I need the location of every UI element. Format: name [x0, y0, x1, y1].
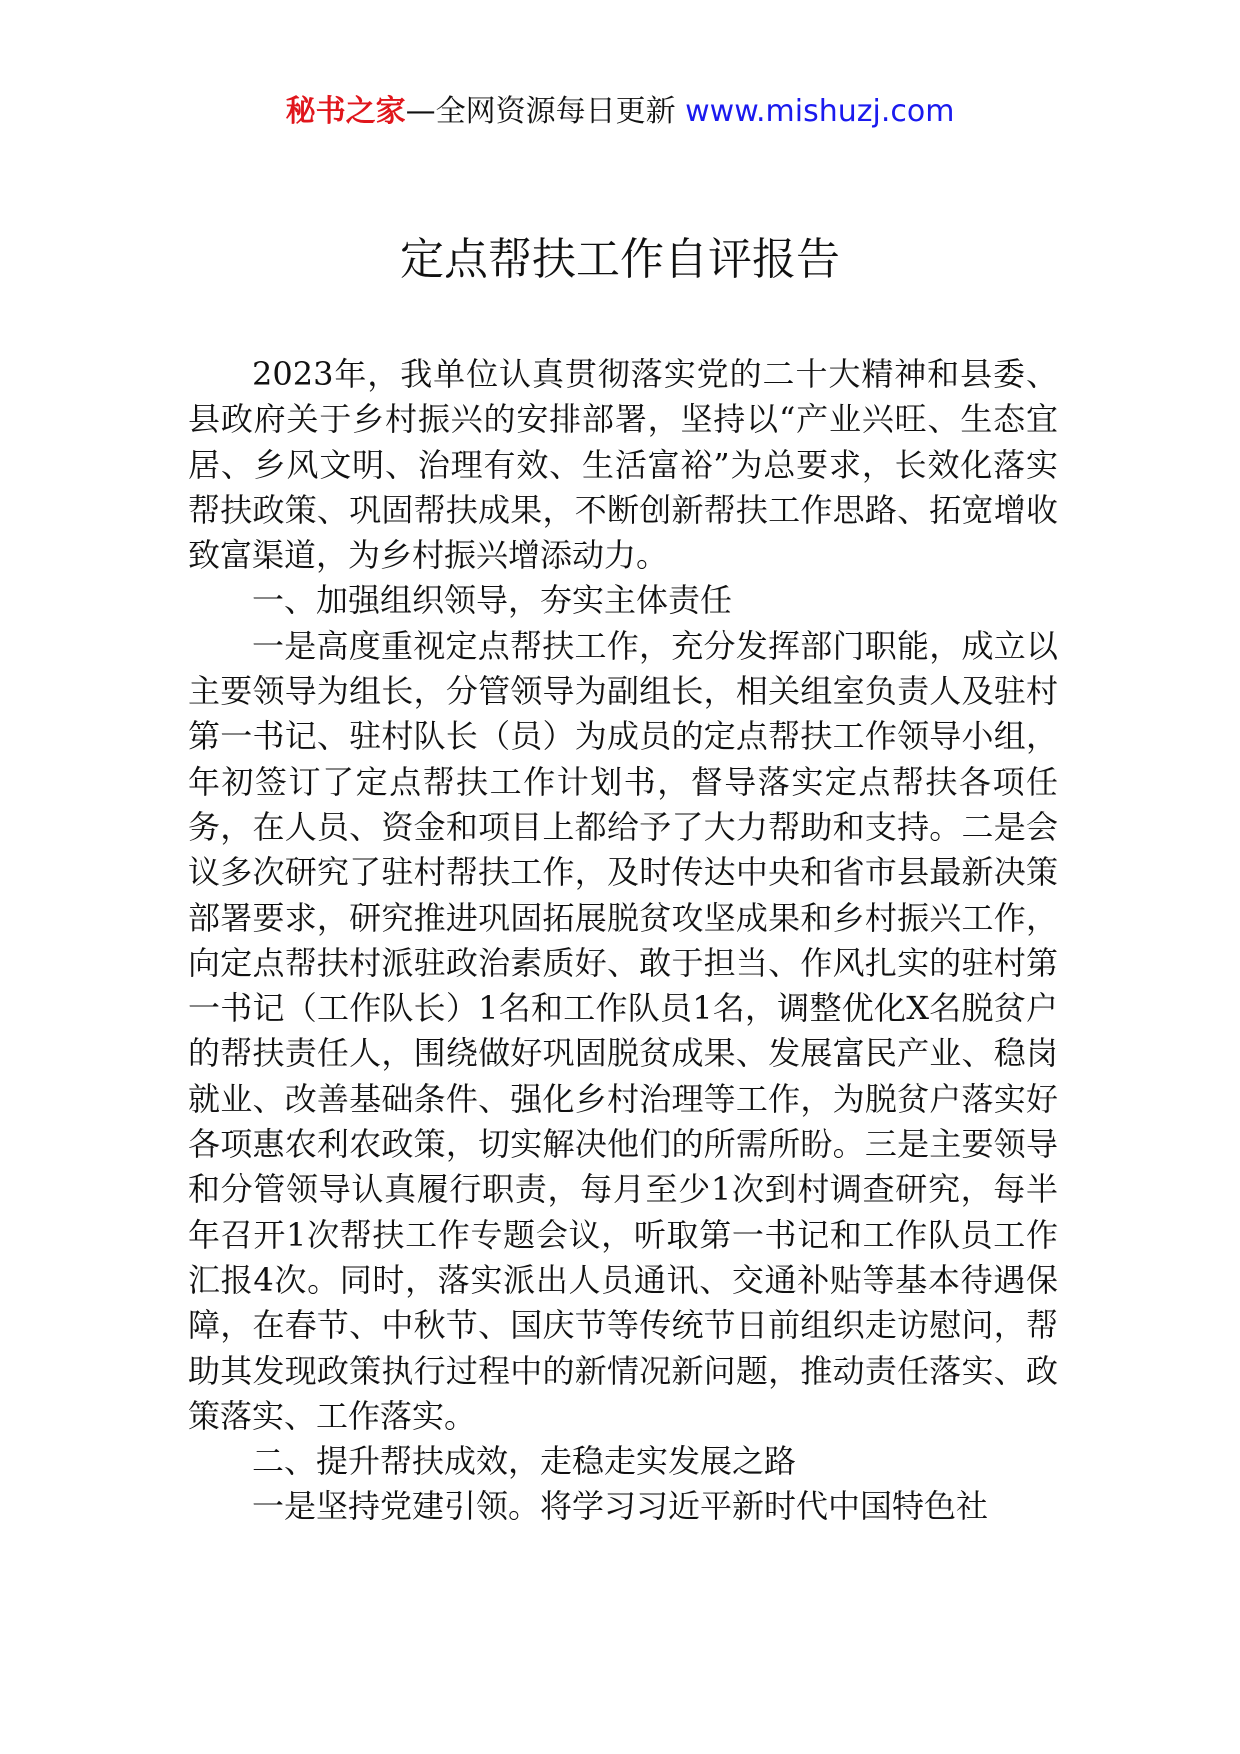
page-header [0, 92, 1240, 132]
section-1-heading: 一、加强组织领导，夯实主体责任 [252, 581, 733, 620]
brand-name: 秘书之家 [285, 94, 406, 129]
section-2-body: 一是坚持党建引领。将学习习近平新时代中国特色社 [252, 1487, 989, 1526]
section-1-body: 一是高度重视定点帮扶工作，充分发挥部门职能，成立以主要领导为组长，分管领导为副组长，相关组室负责人及驻村第一书记、驻村队长（员）为成员的定点帮扶工作领导小组，年初签订了定点帮扶工作计划书，督导落实定点帮扶各项任务，在人员、资金和项目上都给予了大力帮助和支持。二是会议多次研究了驻村帮扶工作，及时传达中央和省市县最新决策部署要求，研究推进巩固拓展脱贫攻坚成果和乡村振兴工作，向定点帮扶村派驻政治素质好、敢于担当、作风扎实的驻村第一书记（工作队长）1名和工作队员1名，调整优化X名脱贫户的帮扶责任人，围绕做好巩固脱贫成果、发展富民产业、稳岗就业、改善基础条件、强化乡村治理等工作，为脱贫户落实好各项惠农利农政策，切实解决他们的所需所盼。三是主要领导和分管领导认真履行职责，每月至少1次到村调查研究，每半年召开1次帮扶工作专题会议，听取第一书记和工作队员工作汇报4次。同时，落实派出人员通讯、交通补贴等基本待遇保障，在春节、中秋节、国庆节等传统节日前组织走访慰问，帮助其发现政策执行过程中的新情况新问题，推动责任落实、政策落实、工作落实。 [188, 626, 1058, 1435]
site-link[interactable]: www.mishuzj.com [685, 94, 955, 129]
header-tagline: —全网资源每日更新 [405, 94, 676, 129]
intro-paragraph: 2023年，我单位认真贯彻落实党的二十大精神和县委、县政府关于乡村振兴的安排部署，坚持以“产业兴旺、生态宜居、乡风文明、治理有效、生活富裕”为总要求，长效化落实帮扶政策、巩固帮扶成果，不断创新帮扶工作思路、拓宽增收致富渠道，为乡村振兴增添动力。 [188, 355, 1058, 575]
document-title: 定点帮扶工作自评报告 [400, 234, 840, 285]
document-body [188, 352, 1058, 1530]
section-2-heading: 二、提升帮扶成效，走稳走实发展之路 [252, 1442, 797, 1481]
